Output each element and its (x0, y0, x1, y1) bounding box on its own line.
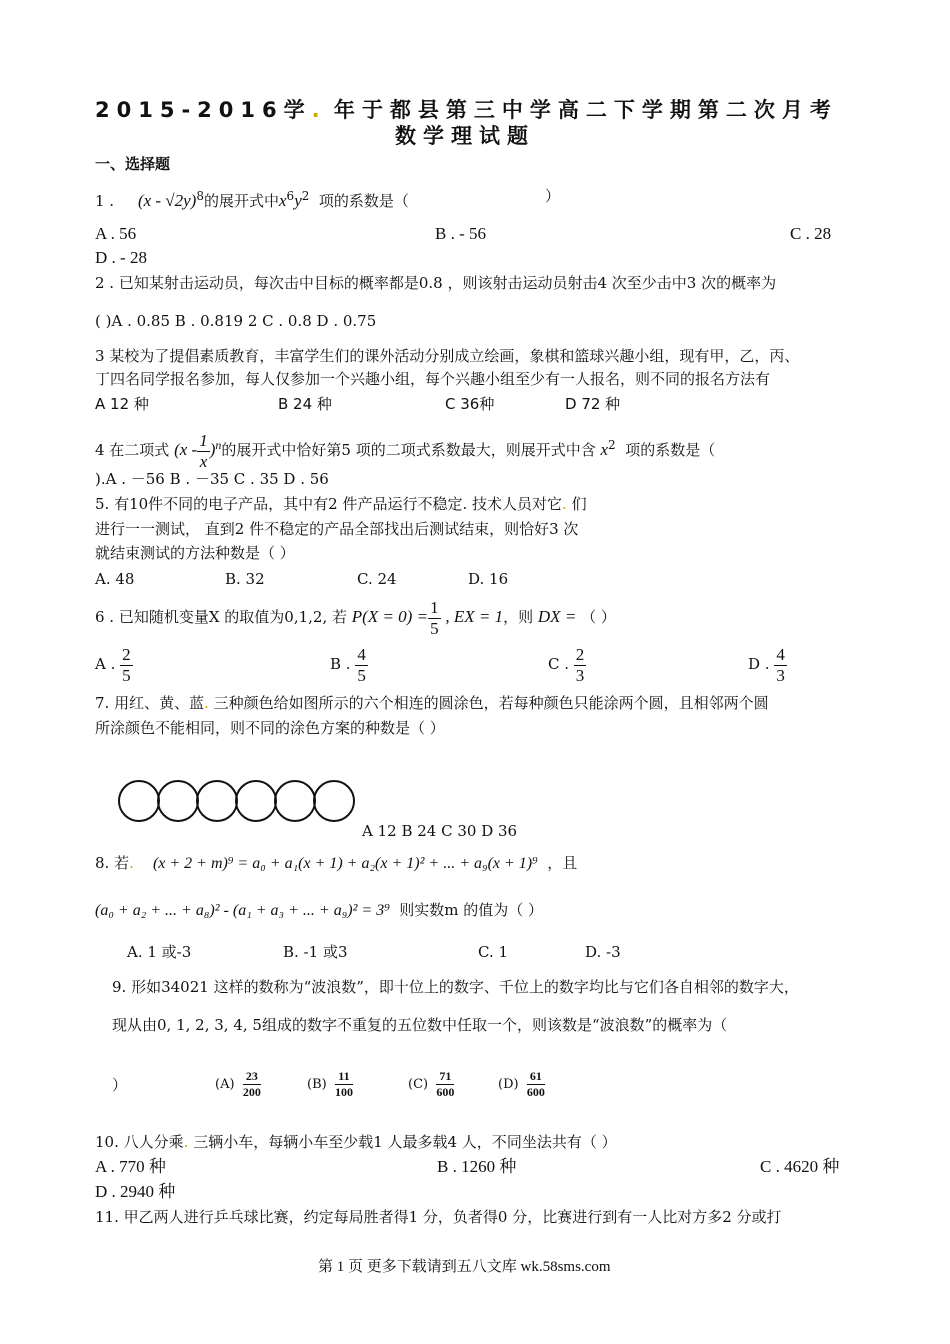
question-5-line2: 进行一一测试， 直到2 件不稳定的产品全部找出后测试结束，则恰好3 次 (95, 520, 579, 538)
question-7-options: A 12 B 24 C 30 D 36 (362, 822, 518, 840)
question-4-options: ).A . －56 B . －35 C . 35 D . 56 (95, 470, 329, 488)
question-3-line2: 丁四名同学报名参加，每人仅参加一个兴趣小组，每个兴趣小组至少有一人报名，则不同的报名方法有 (95, 370, 771, 388)
page-title-line1: 2015-2016学. 年于都县第三中学高二下学期第二次月考 (95, 98, 838, 122)
question-8-line2: (a₀ + a₂ + ... + a₈)² - (a₁ + a₃ + ... + a₉)² = 3⁹ 则实数m 的值为（ ） (95, 901, 544, 919)
question-5-line3: 就结束测试的方法种数是（ ） (95, 544, 295, 562)
q9-option-c: (C) $\frac{71}{600}$ (408, 1069, 455, 1099)
q3-option-c: C 36种 (445, 395, 495, 413)
question-2-options: ( )A . 0.85 B . 0.819 2 C . 0.8 D . 0.75 (95, 312, 377, 330)
q5-option-d: D. 16 (468, 570, 509, 588)
question-6: 6 . 已知随机变量X 的取值为0,1,2, 若 P(X = 0) = $\frac{1}{5}$ , EX = 1，则 DX = （ ） (95, 597, 616, 638)
page-title-line2: 数学理试题 (395, 124, 535, 148)
q1-option-d: D . - 28 (95, 248, 147, 267)
q8-option-b: B. -1 或3 (283, 943, 348, 961)
q3-option-a: A 12 种 (95, 395, 149, 413)
circle (157, 780, 199, 822)
q10-option-a: A . 770 种 (95, 1157, 166, 1176)
q10-option-b: B . 1260 种 (437, 1157, 517, 1176)
q10-option-c: C . 4620 种 (760, 1157, 840, 1176)
question-9-line1: 9. 形如34021 这样的数称为“波浪数”，即十位上的数字、千位上的数字均比与它们各自相邻的数字大， (112, 978, 799, 996)
question-3-line1: 3 某校为了提倡素质教育，丰富学生们的课外活动分别成立绘画，象棋和篮球兴趣小组，现有甲，乙，丙、 (95, 347, 800, 365)
question-8-line1: 8. 若. (x + 2 + m)⁹ = a₀ + a₁(x + 1) + a₂(x + 1)² + ... + a₉(x + 1)⁹ ，且 (95, 854, 578, 872)
circle (196, 780, 238, 822)
q9-option-b: (B) $\frac{11}{100}$ (307, 1069, 353, 1099)
q5-option-b: B. 32 (225, 570, 265, 588)
question-1: 1 . (x - √2y)$^8$的展开式中$x^6y^2$ 项的系数是（ (95, 189, 409, 210)
question-11-line1: 11. 甲乙两人进行乒乓球比赛，约定每局胜者得1 分，负者得0 分，比赛进行到有一人比对方多2 分或打 (95, 1208, 782, 1226)
question-5-line1: 5. 有10件不同的电子产品，其中有2 件产品运行不稳定. 技术人员对它. 们 (95, 495, 587, 513)
question-2: 2 . 已知某射击运动员，每次击中目标的概率都是0.8 ，则该射击运动员射击4 次至少击中3 次的概率为 (95, 274, 777, 292)
circle (274, 780, 316, 822)
q6-option-d: D . $\frac{4}{3}$ (748, 644, 785, 685)
q1-option-a: A . 56 (95, 224, 137, 243)
q9-close-paren: ） (112, 1076, 128, 1094)
circle (313, 780, 355, 822)
q6-option-c: C . $\frac{2}{3}$ (548, 644, 585, 685)
q9-option-a: (A) $\frac{23}{200}$ (215, 1069, 261, 1099)
q6-option-a: A . $\frac{2}{5}$ (95, 644, 131, 685)
q5-option-c: C. 24 (357, 570, 397, 588)
question-4: 4 在二项式 (x - $\frac{1}{x}$ )$^n$的展开式中恰好第5 项的二项式系数最大，则展开式中含 $x^2$ 项的系数是（ (95, 430, 716, 471)
question-10: 10. 八人分乘. 三辆小车，每辆小车至少载1 人最多载4 人，不同坐法共有（ ） (95, 1133, 617, 1151)
circle (235, 780, 277, 822)
question-7-line1: 7. 用红、黄、蓝. 三种颜色给如图所示的六个相连的圆涂色，若每种颜色只能涂两个圆，且相邻两个圆 (95, 694, 769, 712)
q1-option-c: C . 28 (790, 224, 832, 243)
q3-option-b: B 24 种 (278, 395, 332, 413)
q3-option-d: D 72 种 (565, 395, 621, 413)
q10-option-d: D . 2940 种 (95, 1182, 176, 1201)
q8-option-d: D. -3 (585, 943, 621, 961)
q9-option-d: (D) $\frac{61}{600}$ (498, 1069, 545, 1099)
question-7-line2: 所涂颜色不能相同，则不同的涂色方案的种数是（ ） (95, 719, 445, 737)
question-9-line2: 现从由0, 1, 2, 3, 4, 5组成的数字不重复的五位数中任取一个，则该数是“波浪数”的概率为（ (112, 1016, 728, 1034)
q1-close-paren: ） (545, 187, 561, 205)
q8-option-c: C. 1 (478, 943, 509, 961)
section-heading: 一、选择题 (95, 155, 171, 173)
q8-option-a: A. 1 或-3 (127, 943, 192, 961)
q5-option-a: A. 48 (95, 570, 135, 588)
q6-option-b: B . $\frac{4}{5}$ (330, 644, 366, 685)
page-footer: 第 1 页 更多下载请到五八文库 wk.58sms.com (318, 1259, 611, 1275)
q1-option-b: B . - 56 (435, 224, 486, 243)
circle (118, 780, 160, 822)
